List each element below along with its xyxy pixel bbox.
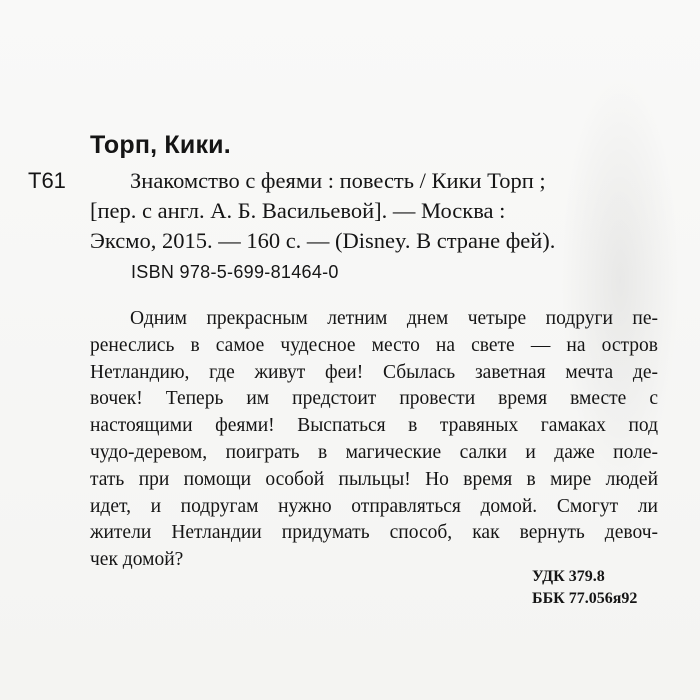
bbk-code: ББК 77.056я92	[532, 590, 638, 607]
author-heading: Торп, Кики.	[90, 131, 231, 159]
annotation-line: настоящими феями! Выспаться в травяных гамаках под	[90, 415, 658, 437]
annotation-line: ренеслись в самое чудесное место на свете — на остров	[90, 334, 658, 356]
annotation-line: Нетландию, где живут феи! Сбылась заветная мечта де-	[90, 361, 658, 383]
annotation-line: тать при помощи особой пыльцы! Но время в мире людей	[90, 468, 658, 490]
biblio-line: Знакомство с феями : повесть / Кики Торп ;	[130, 168, 546, 193]
bibliographic-description	[90, 166, 650, 256]
biblio-line: [пер. с англ. А. Б. Васильевой]. — Москва :	[90, 198, 506, 223]
udk-code: УДК 379.8	[532, 568, 605, 585]
annotation-line: вочек! Теперь им предстоит провести время вместе с	[90, 388, 658, 410]
isbn-number: ISBN 978-5-699-81464-0	[131, 262, 339, 282]
annotation-line: Одним прекрасным летним днем четыре подруги пе-	[130, 308, 658, 329]
author-code: Т61	[28, 168, 66, 193]
annotation-line: жители Нетландии придумать способ, как вернуть девоч-	[90, 522, 658, 544]
annotation-line: чек домой?	[90, 549, 184, 571]
annotation-line: идет, и подругам нужно отправляться домой. Смогут ли	[90, 495, 658, 517]
annotation-text	[90, 306, 658, 574]
biblio-line: Эксмо, 2015. — 160 с. — (Disney. В стране фей).	[90, 228, 556, 253]
classification-codes	[532, 566, 637, 610]
annotation-line: чудо-деревом, поиграть в магические салки и даже поле-	[90, 441, 658, 463]
